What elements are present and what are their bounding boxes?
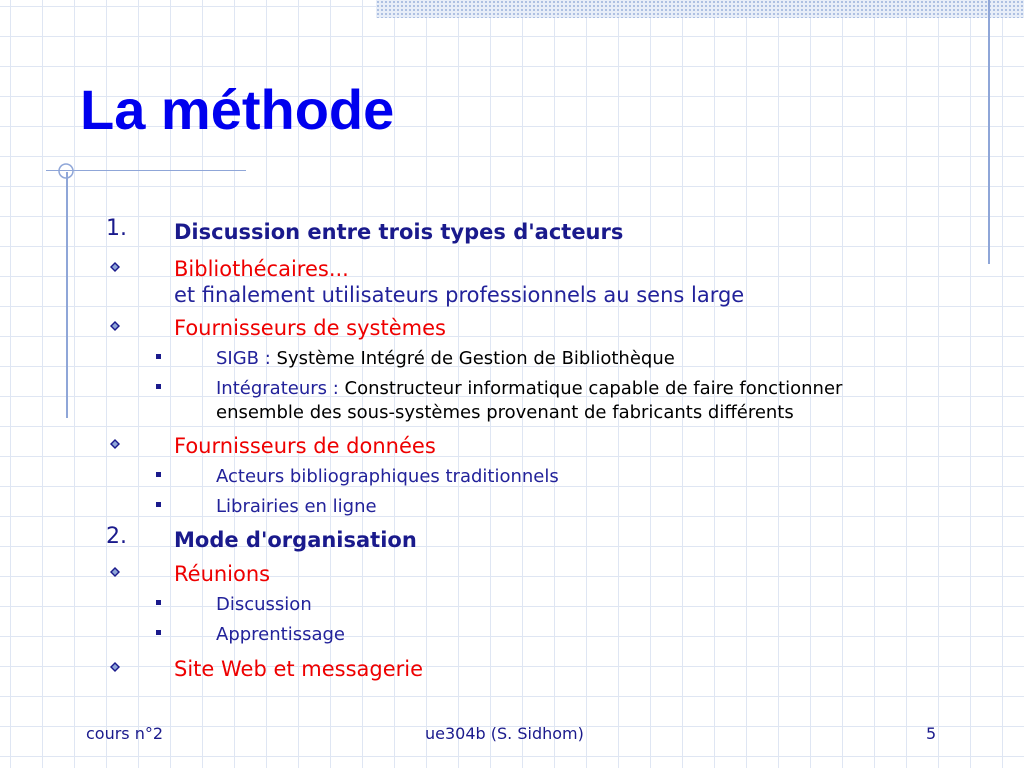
sub-list-item-text: Discussion [216, 594, 312, 615]
definition: Constructeur informatique capable de faire fonctionner ensemble des sous-systèmes provenant de fabricants différents [216, 378, 843, 423]
term: Intégrateurs : [216, 378, 345, 399]
diamond-bullet-icon [110, 567, 120, 577]
diamond-bullet-icon [110, 262, 120, 272]
list-item-label: Site Web et messagerie [174, 657, 424, 681]
footer-author: ue304b (S. Sidhom) [425, 724, 584, 743]
sub-list-item-text [216, 347, 936, 371]
section-heading-text: Discussion entre trois types d'acteurs [174, 220, 624, 244]
list-item-continuation: et finalement utilisateurs professionnels au sens large [174, 283, 745, 307]
footer-course: cours n°2 [86, 724, 164, 743]
square-bullet-icon [156, 472, 161, 477]
square-bullet-icon [156, 502, 161, 507]
square-bullet-icon [156, 600, 161, 605]
section-number: 2. [106, 524, 127, 549]
list-item-label: Bibliothécaires... [174, 257, 349, 281]
list-item-label: Fournisseurs de systèmes [174, 316, 446, 340]
diamond-bullet-icon [110, 321, 120, 331]
sub-list-item-text [216, 377, 936, 425]
diamond-bullet-icon [110, 439, 120, 449]
term: SIGB : [216, 348, 277, 369]
footer-page-number: 5 [926, 724, 937, 743]
definition: Système Intégré de Gestion de Bibliothèque [276, 348, 675, 369]
section-heading-text: Mode d'organisation [174, 528, 417, 552]
square-bullet-icon [156, 630, 161, 635]
slide-title: La méthode [80, 78, 395, 141]
square-bullet-icon [156, 384, 161, 389]
list-item-label: Fournisseurs de données [174, 434, 436, 458]
section-number: 1. [106, 216, 127, 241]
list-item-label: Réunions [174, 562, 271, 586]
sub-list-item-text: Librairies en ligne [216, 496, 377, 517]
diamond-bullet-icon [110, 662, 120, 672]
sub-list-item-text: Apprentissage [216, 624, 345, 645]
square-bullet-icon [156, 354, 161, 359]
sub-list-item-text: Acteurs bibliographiques traditionnels [216, 466, 559, 487]
